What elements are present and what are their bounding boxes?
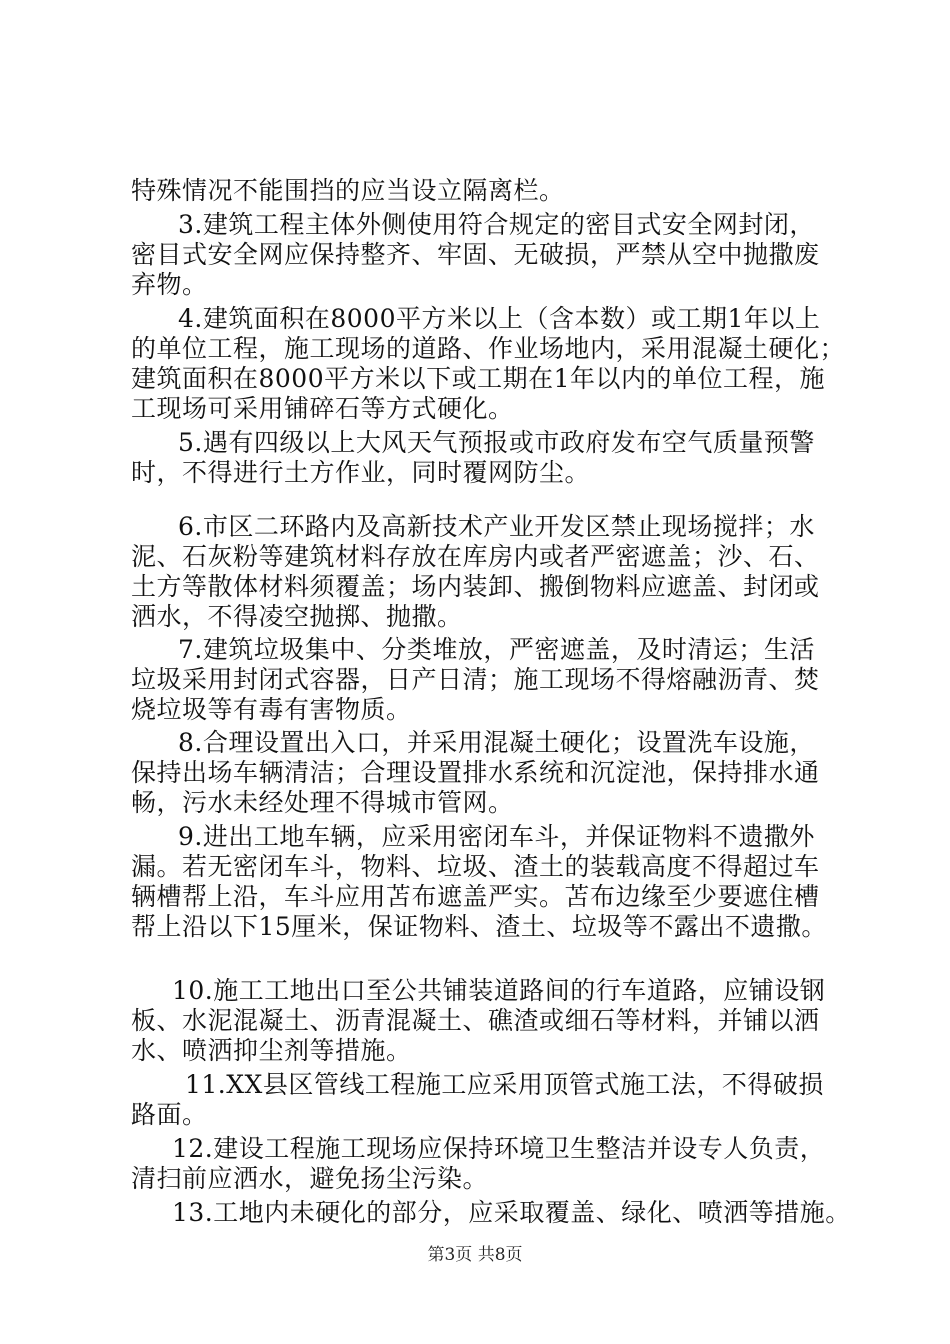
text-line: 10.施工工地出口至公共铺装道路间的行车道路，应铺设钢 — [172, 976, 826, 1005]
text-line: 7.建筑垃圾集中、分类堆放，严密遮盖，及时清运；生活 — [178, 635, 815, 664]
text-line: 建筑面积在8000平方米以下或工期在1年以内的单位工程，施 — [131, 364, 826, 393]
text-line: 畅，污水未经处理不得城市管网。 — [131, 788, 514, 817]
text-line: 5.遇有四级以上大风天气预报或市政府发布空气质量预警 — [178, 428, 815, 457]
page-number-footer: 第3页 共8页 — [427, 1245, 523, 1265]
text-line: 时，不得进行土方作业，同时覆网防尘。 — [131, 458, 591, 487]
text-line: 烧垃圾等有毒有害物质。 — [131, 695, 412, 724]
text-line: 13.工地内未硬化的部分，应采取覆盖、绿化、喷洒等措施。 — [172, 1198, 851, 1227]
text-line: 11.XX县区管线工程施工应采用顶管式施工法，不得破损 — [185, 1070, 824, 1099]
text-line: 垃圾采用封闭式容器，日产日清；施工现场不得熔融沥青、焚 — [131, 665, 820, 694]
text-line: 的单位工程，施工现场的道路、作业场地内，采用混凝土硬化； — [131, 334, 846, 363]
text-line: 保持出场车辆清洁；合理设置排水系统和沉淀池，保持排水通 — [131, 758, 820, 787]
text-line: 弃物。 — [131, 270, 208, 299]
text-line: 清扫前应洒水，避免扬尘污染。 — [131, 1164, 489, 1193]
text-line: 12.建设工程施工现场应保持环境卫生整洁并设专人负责， — [172, 1134, 826, 1163]
text-line: 漏。若无密闭车斗，物料、垃圾、渣土的装载高度不得超过车 — [131, 852, 820, 881]
text-line: 泥、石灰粉等建筑材料存放在库房内或者严密遮盖；沙、石、 — [131, 542, 820, 571]
text-line: 9.进出工地车辆，应采用密闭车斗，并保证物料不遗撒外 — [178, 822, 815, 851]
text-line: 4.建筑面积在8000平方米以上（含本数）或工期1年以上 — [178, 304, 821, 333]
text-line: 板、水泥混凝土、沥青混凝土、礁渣或细石等材料，并铺以洒 — [131, 1006, 820, 1035]
text-line: 路面。 — [131, 1100, 208, 1129]
text-line: 6.市区二环路内及高新技术产业开发区禁止现场搅拌；水 — [178, 512, 815, 541]
text-line: 洒水，不得凌空抛掷、抛撒。 — [131, 602, 463, 631]
text-line: 特殊情况不能围挡的应当设立隔离栏。 — [131, 176, 565, 205]
text-line: 土方等散体材料须覆盖；场内装卸、搬倒物料应遮盖、封闭或 — [131, 572, 820, 601]
text-line: 辆槽帮上沿，车斗应用苫布遮盖严实。苫布边缘至少要遮住槽 — [131, 882, 820, 911]
text-line: 3.建筑工程主体外侧使用符合规定的密目式安全网封闭， — [178, 210, 815, 239]
text-line: 8.合理设置出入口，并采用混凝土硬化；设置洗车设施， — [178, 728, 815, 757]
text-line: 工现场可采用铺碎石等方式硬化。 — [131, 394, 514, 423]
text-line: 水、喷洒抑尘剂等措施。 — [131, 1036, 412, 1065]
text-line: 密目式安全网应保持整齐、牢固、无破损，严禁从空中抛撒废 — [131, 240, 820, 269]
text-line: 帮上沿以下15厘米，保证物料、渣土、垃圾等不露出不遗撒。 — [131, 912, 827, 941]
